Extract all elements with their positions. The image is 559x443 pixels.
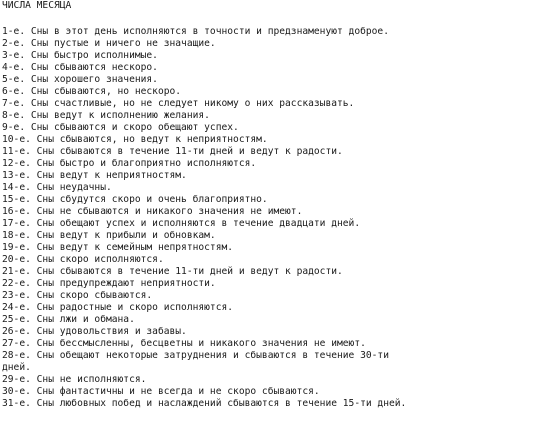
text-line-22: 22-е. Сны предупреждают неприятности. bbox=[2, 278, 216, 289]
text-line-24: 24-е. Сны радостные и скоро исполняются. bbox=[2, 302, 234, 313]
text-line-21: 21-е. Сны сбываются в течение 11-ти дней и ведут к радости. bbox=[2, 266, 343, 277]
text-line-28: 28-е. Сны обещают некоторые затруднения и сбываются в течение 30-ти bbox=[2, 350, 389, 361]
text-line-11: 11-е. Сны сбываются в течение 11-ти дней и ведут к радости. bbox=[2, 146, 343, 157]
text-line-29: 29-е. Сны не исполняются. bbox=[2, 374, 147, 385]
text-line-31: 31-е. Сны любовных побед и наслаждений сбываются в течение 15-ти дней. bbox=[2, 398, 407, 409]
text-line-10: 10-е. Сны сбываются, но ведут к неприятностям. bbox=[2, 134, 268, 145]
text-line-17: 17-е. Сны обещают успех и исполняются в течение двадцати дней. bbox=[2, 218, 361, 229]
text-line-2: 2-е. Сны пустые и ничего не значащие. bbox=[2, 38, 216, 49]
document-title: ЧИСЛА МЕСЯЦА bbox=[2, 0, 72, 11]
text-line-30: 30-е. Сны фантастичны и не всегда и не скоро сбываются. bbox=[2, 386, 320, 397]
text-line-9: 9-е. Сны сбываются и скоро обещают успех. bbox=[2, 122, 239, 133]
text-line-27: 27-е. Сны бессмысленны, бесцветны и никакого значения не имеют. bbox=[2, 338, 366, 349]
text-line-15: 15-е. Сны сбудутся скоро и очень благоприятно. bbox=[2, 194, 268, 205]
text-line-8: 8-е. Сны ведут к исполнению желания. bbox=[2, 110, 210, 121]
text-line-7: 7-е. Сны счастливые, но не следует никому о них рассказывать. bbox=[2, 98, 355, 109]
text-line-16: 16-е. Сны не сбываются и никакого значения не имеют. bbox=[2, 206, 303, 217]
text-line-25: 25-е. Сны лжи и обмана. bbox=[2, 314, 135, 325]
text-line-20: 20-е. Сны скоро исполняются. bbox=[2, 254, 164, 265]
text-line-13: 13-е. Сны ведут к неприятностям. bbox=[2, 170, 187, 181]
text-line-3: 3-е. Сны быстро исполнимые. bbox=[2, 50, 158, 61]
text-line-1: 1-е. Сны в этот день исполняются в точности и предзнаменуют доброе. bbox=[2, 26, 389, 37]
text-line-12: 12-е. Сны быстро и благоприятно исполняются. bbox=[2, 158, 257, 169]
text-line-23: 23-е. Сны скоро сбываются. bbox=[2, 290, 153, 301]
text-line-6: 6-е. Сны сбываются, но нескоро. bbox=[2, 86, 182, 97]
text-line-26: 26-е. Сны удовольствия и забавы. bbox=[2, 326, 187, 337]
text-line-5: 5-е. Сны хорошего значения. bbox=[2, 74, 158, 85]
text-line-18: 18-е. Сны ведут к прибыли и обновкам. bbox=[2, 230, 216, 241]
text-line-19: 19-е. Сны ведут к семейным непрятностям. bbox=[2, 242, 234, 253]
text-line-14: 14-е. Сны неудачны. bbox=[2, 182, 112, 193]
text-line-28-continued: дней. bbox=[2, 362, 31, 373]
text-line-4: 4-е. Сны сбываются нескоро. bbox=[2, 62, 158, 73]
